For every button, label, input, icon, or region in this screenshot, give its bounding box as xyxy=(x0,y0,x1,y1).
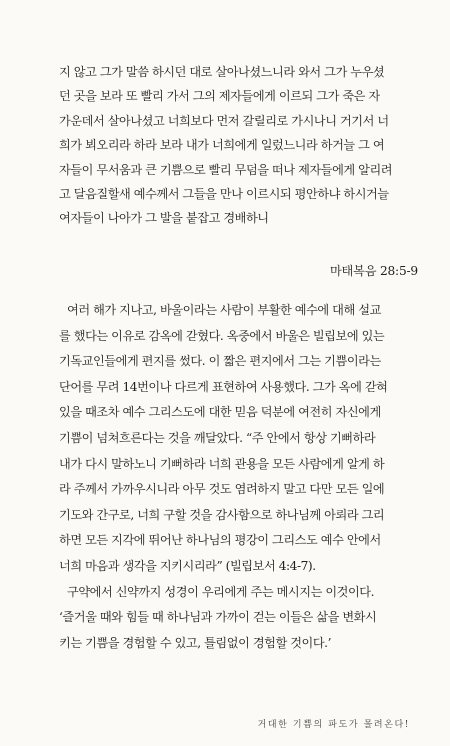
paragraph-line: 기쁨이 넘쳐흐른다는 것을 깨달았다. “주 안에서 항상 기뻐하라 xyxy=(59,430,376,445)
paragraph-line: 너희 마음과 생각을 지키시리라” (빌립보서 4:4-7). xyxy=(59,558,316,573)
paragraph-line: 라 주께서 가까우시니라 아무 것도 염려하지 말고 다만 모든 일에 xyxy=(59,482,385,497)
paragraph-line: ‘즐거울 때와 힘들 때 하나님과 가까이 걷는 이들은 삶을 변화시 xyxy=(59,610,377,625)
scripture-line: 고 달음질할새 예수께서 그들을 만나 이르시되 평안하냐 하시거늘 xyxy=(59,186,389,201)
paragraph-line: 단어를 무려 14번이나 다르게 표현하여 사용했다. 그가 옥에 갇혀 xyxy=(59,379,388,394)
paragraph-line: 키는 기쁨을 경험할 수 있고, 틀림없이 경험할 것이다.’ xyxy=(59,635,332,650)
paragraph-line: 여러 해가 지나고, 바울이라는 사람이 부활한 예수에 대해 설교 xyxy=(67,303,381,317)
paragraph-line: 를 했다는 이유로 감옥에 갇혔다. 옥중에서 바울은 빌립보에 있는 xyxy=(59,328,385,343)
scripture-line: 자들이 무서움과 큰 기쁨으로 빨리 무덤을 떠나 제자들에게 알리려 xyxy=(59,162,393,177)
paragraph-line: 있을 때조차 예수 그리스도에 대한 믿음 덕분에 여전히 자신에게 xyxy=(59,405,381,420)
running-footer: 거대한 기쁨의 파도가 몰려온다! xyxy=(257,720,410,730)
scripture-line: 지 않고 그가 말씀 하시던 대로 살아나셨느니라 와서 그가 누우셨 xyxy=(59,65,385,79)
paragraph-line: 구약에서 신약까지 성경이 우리에게 주는 메시지는 이것이다. xyxy=(67,584,375,599)
scripture-line: 가운데서 살아나셨고 너희보다 먼저 갈릴리로 가시나니 거기서 너 xyxy=(59,113,389,128)
scripture-line: 던 곳을 보라 또 빨리 가서 그의 제자들에게 이르되 그가 죽은 자 xyxy=(59,89,380,104)
body-paragraphs xyxy=(59,298,419,656)
scripture-line: 희가 뵈오리라 하라 보라 내가 너희에게 일렀느니라 하거늘 그 여 xyxy=(59,138,385,153)
paragraph-line: 기독교인들에게 편지를 썼다. 이 짧은 편지에서 그는 기쁨이라는 xyxy=(59,354,381,369)
scripture-citation: 마태복음 28:5-9 xyxy=(329,264,418,278)
scripture-line: 여자들이 나아가 그 발을 붙잡고 경배하니 xyxy=(59,211,269,226)
paragraph-line: 하면 모든 지각에 뛰어난 하나님의 평강이 그리스도 예수 안에서 xyxy=(59,533,381,548)
paragraph-line: 내가 다시 말하노니 기뻐하라 너희 관용을 모든 사람에게 알게 하 xyxy=(59,456,385,471)
paragraph-line: 기도와 간구로, 너희 구할 것을 감사함으로 하나님께 아뢰라 그리 xyxy=(59,507,385,522)
scripture-quote xyxy=(59,60,419,231)
